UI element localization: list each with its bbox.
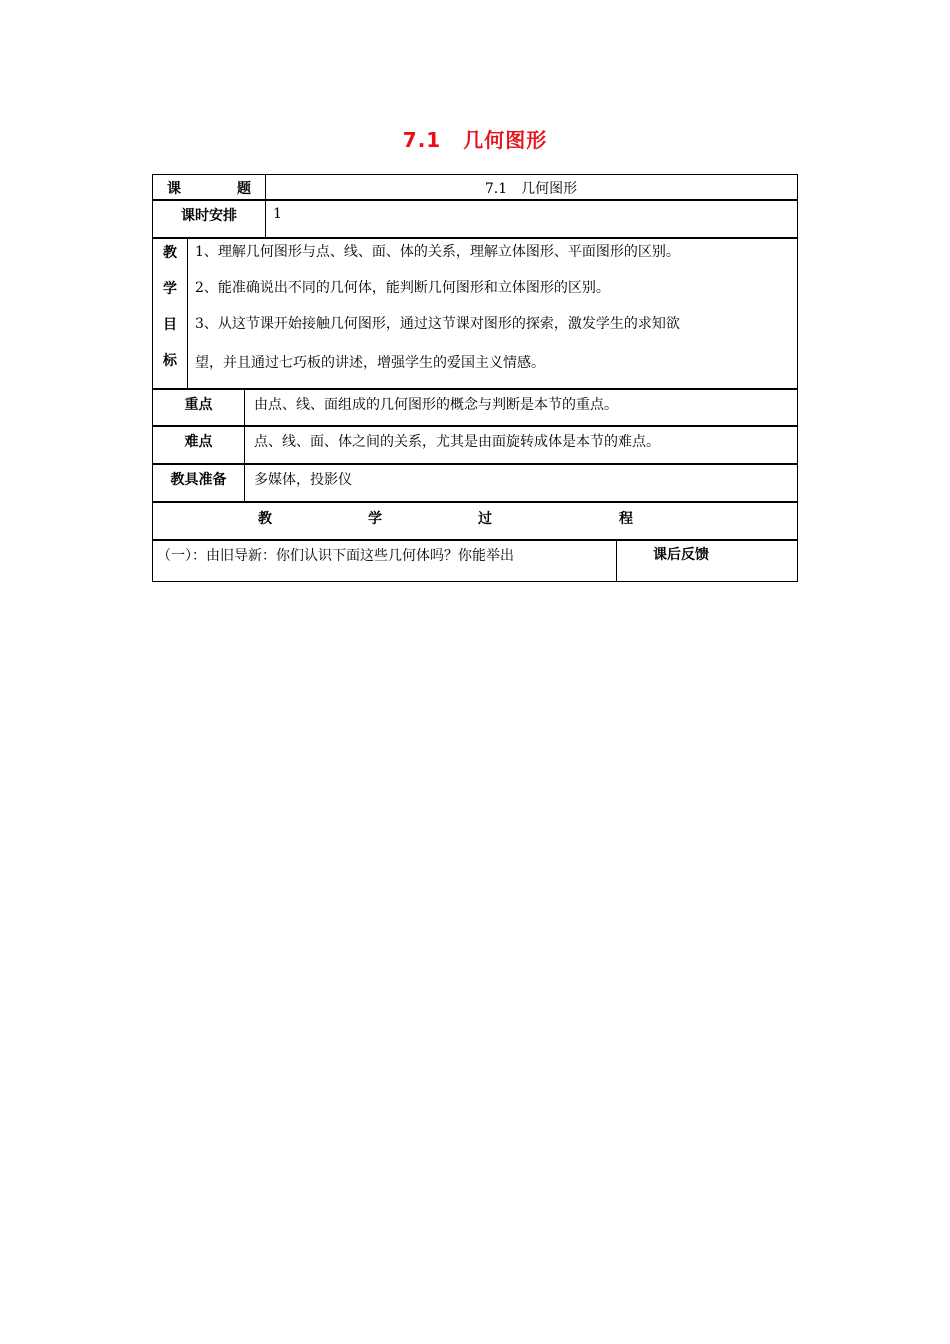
- topic-label: [153, 175, 265, 200]
- equipment-label: 教具准备: [170, 472, 227, 488]
- process-char: 学: [368, 511, 382, 527]
- topic-value: 7.1 几何图形: [484, 180, 578, 197]
- process-char: 教: [258, 511, 272, 527]
- objective-item: 1、理解几何图形与点、线、面、体的关系，理解立体图形、平面图形的区别。: [195, 244, 680, 260]
- objective-item: 2、能准确说出不同的几何体，能判断几何图形和立体图形的区别。: [195, 280, 610, 296]
- objectives-row: [152, 237, 798, 390]
- key-point-value: 由点、线、面组成的几何图形的概念与判断是本节的重点。: [254, 397, 618, 413]
- title-number: 7.1: [402, 128, 442, 152]
- objectives-label-char: 教: [163, 245, 177, 261]
- objectives-label-char: 学: [163, 281, 177, 297]
- title-text: 几何图形: [463, 128, 548, 152]
- objectives-list: [187, 238, 797, 389]
- process-char: 过: [478, 511, 492, 527]
- difficulty-row: [152, 425, 798, 465]
- intro-text: （一）：由旧导新：你们认识下面这些几何体吗？你能举出: [157, 548, 514, 564]
- objectives-label-char: 标: [163, 353, 177, 369]
- intro-row: [152, 539, 798, 582]
- feedback-label: 课后反馈: [653, 547, 709, 563]
- topic-label-char-2: 题: [237, 180, 251, 197]
- objectives-label: [153, 238, 187, 389]
- objective-item: 3、从这节课开始接触几何图形，通过这节课对图形的探索，激发学生的求知欲: [195, 316, 680, 332]
- objective-item: 望，并且通过七巧板的讲述，增强学生的爱国主义情感。: [195, 355, 545, 371]
- difficulty-label: 难点: [184, 434, 213, 450]
- objectives-label-char: 目: [163, 317, 177, 333]
- equipment-row: [152, 463, 798, 503]
- process-header-row: [152, 501, 798, 541]
- difficulty-value: 点、线、面、体之间的关系，尤其是由面旋转成体是本节的难点。: [254, 434, 660, 450]
- period-row: [152, 199, 798, 239]
- topic-row: [152, 174, 798, 201]
- equipment-value: 多媒体，投影仪: [254, 472, 352, 488]
- key-point-label: 重点: [184, 397, 213, 413]
- period-value: 1: [273, 206, 282, 222]
- period-label: 课时安排: [181, 208, 237, 224]
- process-char: 程: [619, 511, 633, 527]
- key-point-row: [152, 388, 798, 427]
- topic-label-char-1: 课: [167, 180, 181, 197]
- document-title: [0, 124, 950, 153]
